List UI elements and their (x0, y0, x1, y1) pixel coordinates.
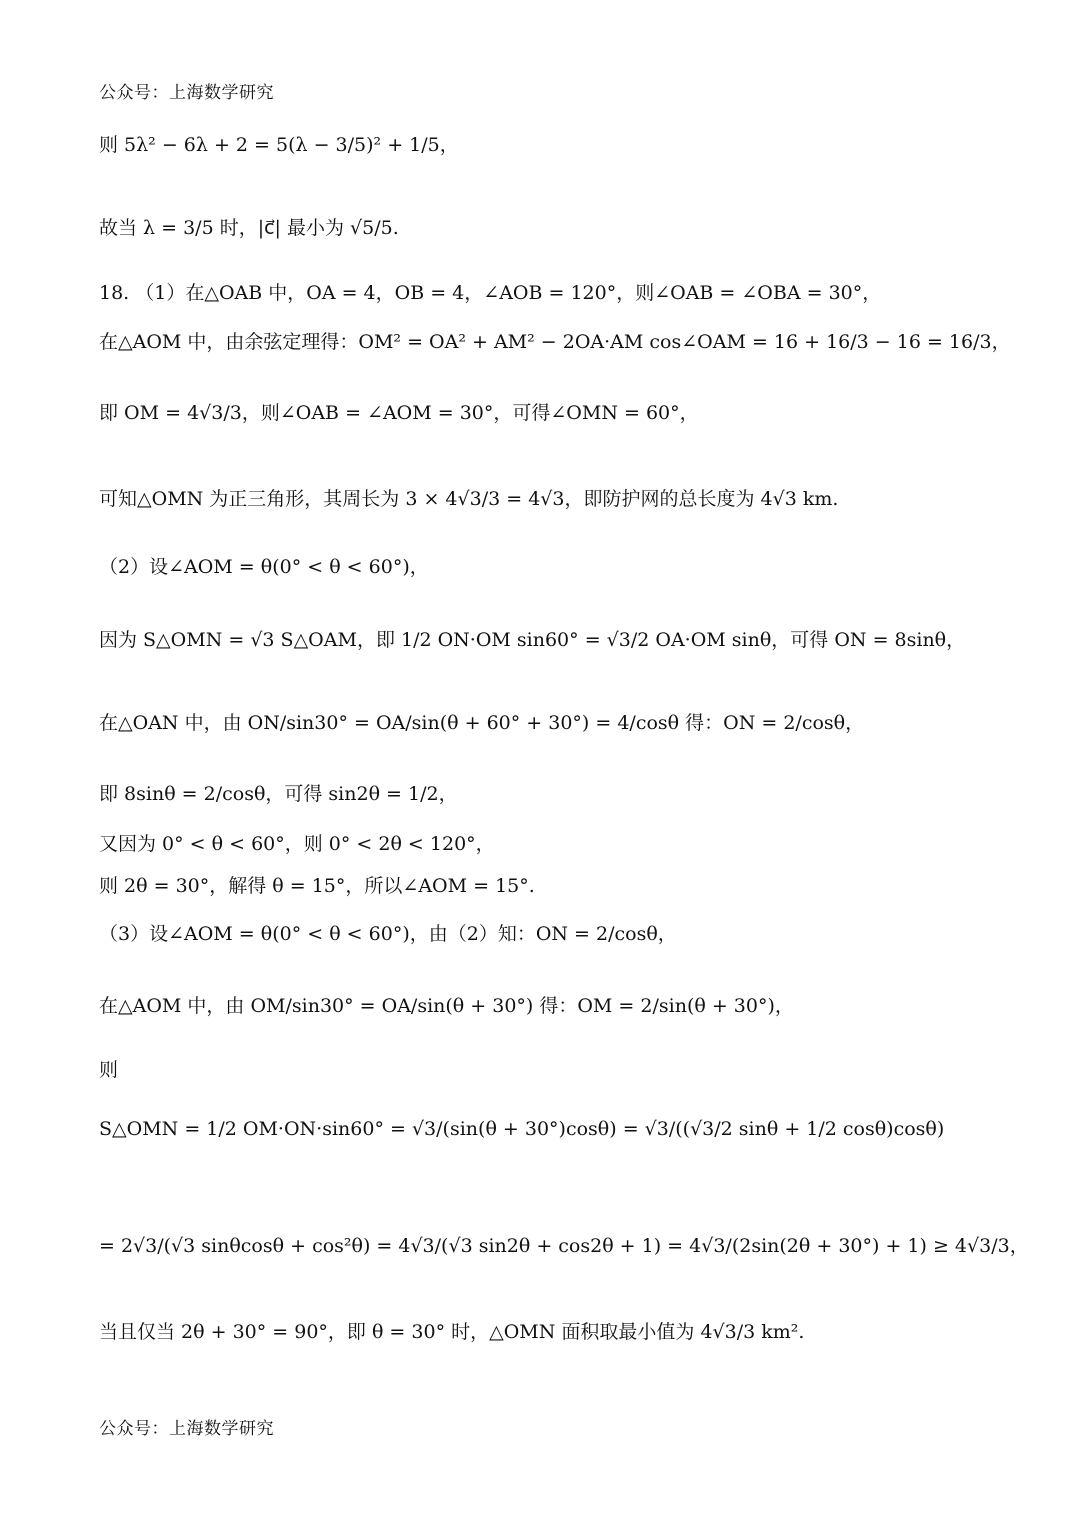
text-line-5: 即 OM = 4√3/3，则∠OAB = ∠AOM = 30°，可得∠OMN = 60°， (99, 402, 699, 424)
text-line-2: 故当 λ = 3/5 时，|c⃗| 最小为 √5/5. (99, 217, 399, 239)
text-line-16: S△OMN = 1/2 OM·ON·sin60° = √3/(sin(θ + 30°)cosθ) = √3/((√3/2 sinθ + 1/2 cosθ)cosθ) (99, 1118, 945, 1140)
text-line-17: = 2√3/(√3 sinθcosθ + cos²θ) = 4√3/(√3 sin2θ + cos2θ + 1) = 4√3/(2sin(2θ + 30°) + 1) ≥ 4√3/3， (99, 1235, 1029, 1257)
text-line-18: 当且仅当 2θ + 30° = 90°，即 θ = 30° 时，△OMN 面积取最小值为 4√3/3 km². (99, 1321, 805, 1343)
text-line-13: （3）设∠AOM = θ(0° < θ < 60°)，由（2）知：ON = 2/cosθ， (99, 923, 677, 945)
text-line-4: 在△AOM 中，由余弦定理得：OM² = OA² + AM² − 2OA·AM cos∠OAM = 16 + 16/3 − 16 = 16/3， (99, 331, 1011, 353)
text-line-3: 18. （1）在△OAB 中，OA = 4，OB = 4，∠AOB = 120°，则∠OAB = ∠OBA = 30°， (99, 282, 882, 304)
page-header-source: 公众号：上海数学研究 (99, 83, 274, 103)
text-line-10: 即 8sinθ = 2/cosθ，可得 sin2θ = 1/2， (99, 783, 458, 805)
page-footer-source: 公众号：上海数学研究 (99, 1419, 274, 1439)
text-line-14: 在△AOM 中，由 OM/sin30° = OA/sin(θ + 30°) 得：OM = 2/sin(θ + 30°)， (99, 995, 794, 1017)
text-line-12: 则 2θ = 30°，解得 θ = 15°，所以∠AOM = 15°. (99, 875, 535, 897)
text-line-11: 又因为 0° < θ < 60°，则 0° < 2θ < 120°， (99, 833, 495, 855)
text-line-1: 则 5λ² − 6λ + 2 = 5(λ − 3/5)² + 1/5， (99, 134, 459, 156)
text-line-6: 可知△OMN 为正三角形，其周长为 3 × 4√3/3 = 4√3，即防护网的总长度为 4√3 km. (99, 488, 839, 510)
text-line-7: （2）设∠AOM = θ(0° < θ < 60°)， (99, 556, 429, 578)
text-line-8: 因为 S△OMN = √3 S△OAM，即 1/2 ON·OM sin60° = √3/2 OA·OM sinθ，可得 ON = 8sinθ， (99, 629, 966, 651)
text-line-9: 在△OAN 中，由 ON/sin30° = OA/sin(θ + 60° + 30°) = 4/cosθ 得：ON = 2/cosθ， (99, 712, 865, 734)
text-line-15: 则 (99, 1059, 119, 1081)
